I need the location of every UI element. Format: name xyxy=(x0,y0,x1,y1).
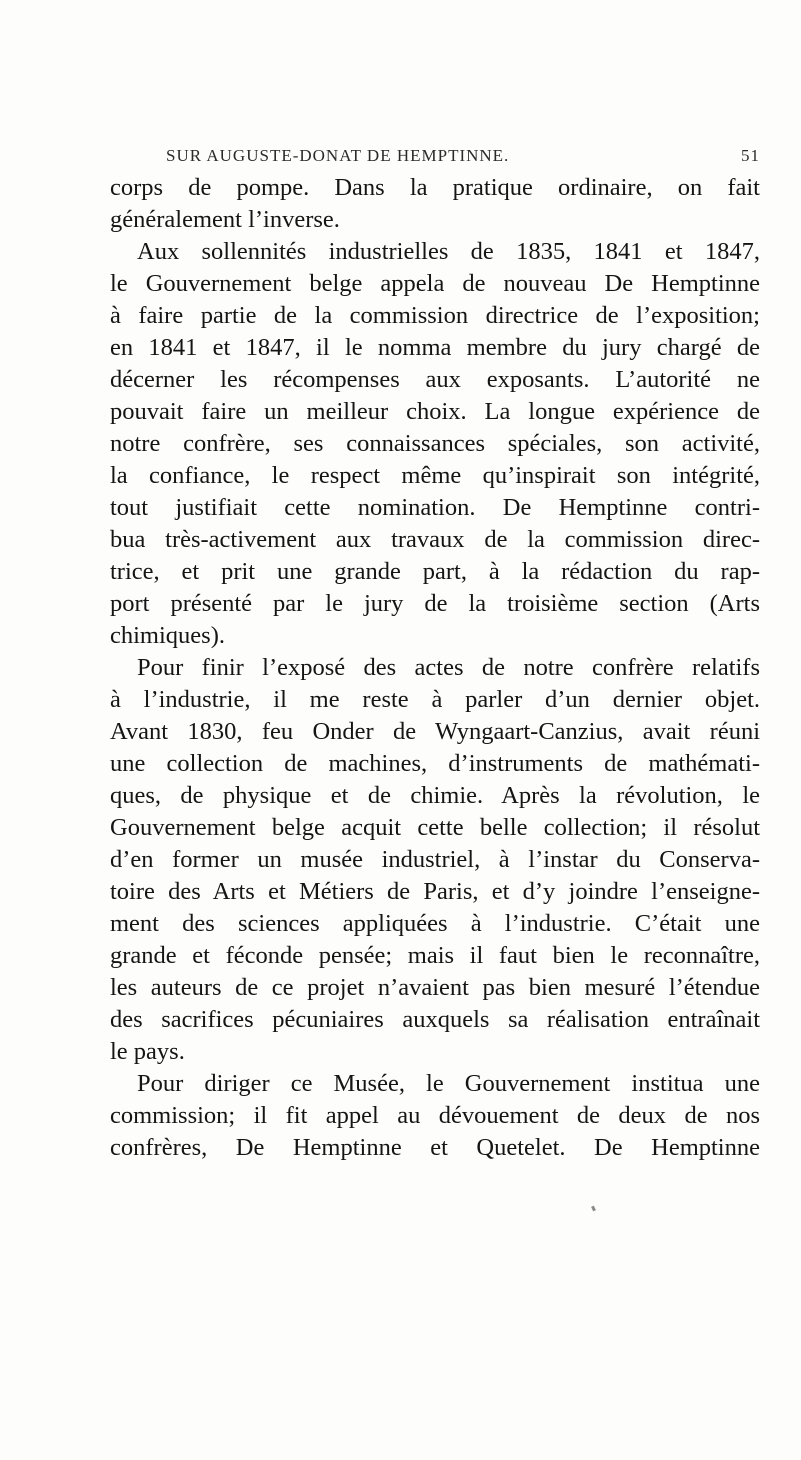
text-line: une collection de machines, d’instruments de mathémati- xyxy=(110,750,760,777)
text-line: le pays. xyxy=(110,1038,185,1065)
text-line: pouvait faire un meilleur choix. La longue expérience de xyxy=(110,398,760,425)
text-line: Gouvernement belge acquit cette belle collection; il résolut xyxy=(110,814,760,841)
text-line: généralement l’inverse. xyxy=(110,206,340,233)
running-title: SUR AUGUSTE-DONAT DE HEMPTINNE. xyxy=(166,146,510,165)
text-line: d’en former un musée industriel, à l’instar du Conserva- xyxy=(110,846,760,873)
text-line: chimiques). xyxy=(110,622,225,649)
text-line: des sacrifices pécuniaires auxquels sa réalisation entraînait xyxy=(110,1006,760,1033)
text-line: Pour finir l’exposé des actes de notre confrère relatifs xyxy=(137,654,760,681)
text-line: les auteurs de ce projet n’avaient pas bien mesuré l’étendue xyxy=(110,974,760,1001)
text-line: notre confrère, ses connaissances spéciales, son activité, xyxy=(110,430,760,457)
text-line: ques, de physique et de chimie. Après la révolution, le xyxy=(110,782,760,809)
paper-speck xyxy=(591,1206,596,1212)
text-line: bua très-activement aux travaux de la commission direc- xyxy=(110,526,760,553)
text-line: à l’industrie, il me reste à parler d’un dernier objet. xyxy=(110,686,760,713)
text-line: Pour diriger ce Musée, le Gouvernement institua une xyxy=(137,1070,760,1097)
page-number: 51 xyxy=(741,146,760,165)
text-line: la confiance, le respect même qu’inspirait son intégrité, xyxy=(110,462,760,489)
text-line: confrères, De Hemptinne et Quetelet. De Hemptinne xyxy=(110,1134,760,1161)
text-line: toire des Arts et Métiers de Paris, et d’y joindre l’enseigne- xyxy=(110,878,760,905)
text-line: ment des sciences appliquées à l’industrie. C’était une xyxy=(110,910,760,937)
text-line: grande et féconde pensée; mais il faut bien le reconnaître, xyxy=(110,942,760,969)
body-text xyxy=(110,172,760,1164)
text-line: port présenté par le jury de la troisième section (Arts xyxy=(110,590,760,617)
text-line: Aux sollennités industrielles de 1835, 1841 et 1847, xyxy=(137,238,760,265)
text-line: corps de pompe. Dans la pratique ordinaire, on fait xyxy=(110,174,760,201)
text-line: trice, et prit une grande part, à la rédaction du rap- xyxy=(110,558,760,585)
text-line: Avant 1830, feu Onder de Wyngaart-Canzius, avait réuni xyxy=(110,718,760,745)
text-line: commission; il fit appel au dévouement de deux de nos xyxy=(110,1102,760,1129)
text-line: en 1841 et 1847, il le nomma membre du jury chargé de xyxy=(110,334,760,361)
text-line: à faire partie de la commission directrice de l’exposition; xyxy=(110,302,760,329)
running-head xyxy=(110,146,760,172)
text-line: le Gouvernement belge appela de nouveau De Hemptinne xyxy=(110,270,760,297)
text-line: tout justifiait cette nomination. De Hemptinne contri- xyxy=(110,494,760,521)
text-line: décerner les récompenses aux exposants. L’autorité ne xyxy=(110,366,760,393)
